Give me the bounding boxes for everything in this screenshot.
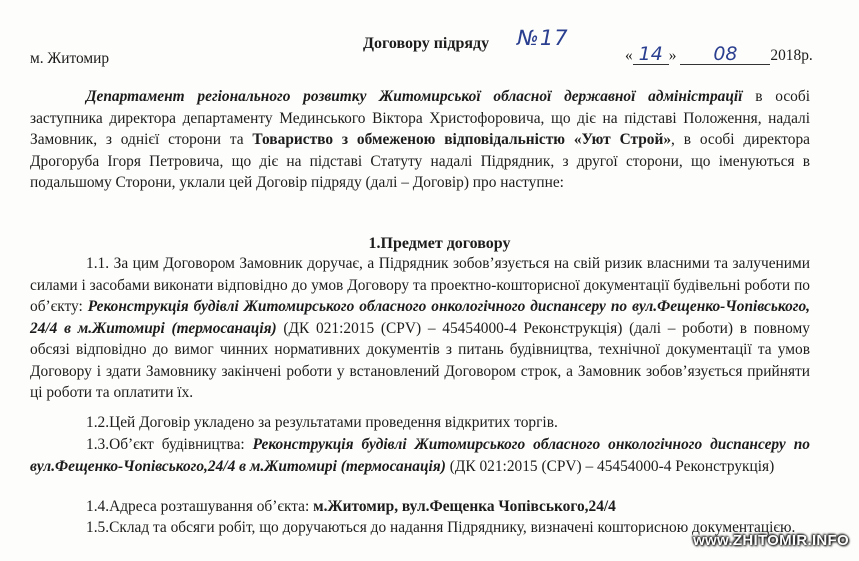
- city-label: м. Житомир: [30, 50, 110, 67]
- party-customer: Департамент регіонального розвитку Житомирської обласної державної адміністрації: [86, 88, 743, 105]
- clause-1-4-text: 1.4.Адреса розташування об’єкта:: [86, 498, 314, 515]
- clause-1-2: 1.2.Цей Договір укладено за результатами проведення відкритих торгів.: [86, 414, 558, 431]
- contract-date: [625, 44, 813, 67]
- clause-1-1-text-a: 1.1. За цим Договором Замовник доручає, а Підрядник зобов’язується на свій ризик власними та залученими силами і засобами виконати відповідно до умов Договору та проектно-кошторисної документації будівельні роботи по об’єкту:: [30, 255, 810, 315]
- intro-text-1: в особі заступника директора департаменту Мединського Віктора Христофоровича, що діє на підставі Положення, надалі Замовник, з однієї сторони та: [30, 88, 810, 148]
- clause-1-3-text-a: 1.3.Об’єкт будівництва:: [86, 436, 253, 453]
- intro-text-2: , в особі директора Дрогоруба Ігоря Петровича, що діє на підставі Статуту надалі Підрядник, з другої сторони, що іменуються в подальшому Сторони, уклали цей Договір підряду (далі – Договір) про наступне:: [30, 131, 810, 191]
- date-day: 14: [633, 44, 669, 65]
- clause-1-5: 1.5.Склад та обсяги робіт, що доручаються до надання Підряднику, визначені кошторисною документацією.: [86, 519, 796, 536]
- clause-1-1-text-b: (ДК 021:2015 (CPV) – 45454000-4 Реконструкція) (далі – роботи) в повному обсязі відповідно до вимог чинних нормативних документів з питань будівництва, технічної документації та умов Договору і здати Замовнику закінчені роботи у встановлений Договором строк, а Замовник зобов’язується прийняти ці роботи та оплатити їх.: [30, 319, 810, 401]
- clause-1-3-object: Реконструкція будівлі Житомирського обласного онкологічного диспансеру по вул.Фещенко-Чопівського,24/4 в м.Житомирі (термосанація): [30, 436, 810, 475]
- clause-1-4-address: м.Житомир, вул.Фещенка Чопівського,24/4: [313, 498, 616, 515]
- clause-1-1: [30, 253, 810, 404]
- clause-1-3-text-b: (ДК 021:2015 (CPV) – 45454000-4 Реконструкція): [445, 457, 775, 475]
- date-close-quote: »: [668, 47, 677, 64]
- date-year: 2018р.: [770, 47, 813, 64]
- clause-1-3: [30, 434, 810, 477]
- clause-1-4: [30, 496, 810, 518]
- intro-paragraph: [30, 86, 810, 194]
- clause-1-1-object: Реконструкція будівлі Житомирського обласного онкологічного диспансеру по вул.Фещенко-Чопівського, 24/4 в м.Житомирі (термосанація): [30, 298, 810, 337]
- date-month: 08: [680, 44, 770, 65]
- section-heading: 1.Предмет договору: [368, 235, 511, 252]
- handwritten-contract-number: №17: [517, 26, 569, 50]
- date-open-quote: «: [625, 47, 633, 64]
- site-watermark: www.ZHITOMIR.INFO: [693, 531, 849, 549]
- document-title: Договору підряду: [363, 35, 490, 52]
- party-contractor: Товариство з обмеженою відповідальністю «Уют Строй»: [252, 131, 672, 148]
